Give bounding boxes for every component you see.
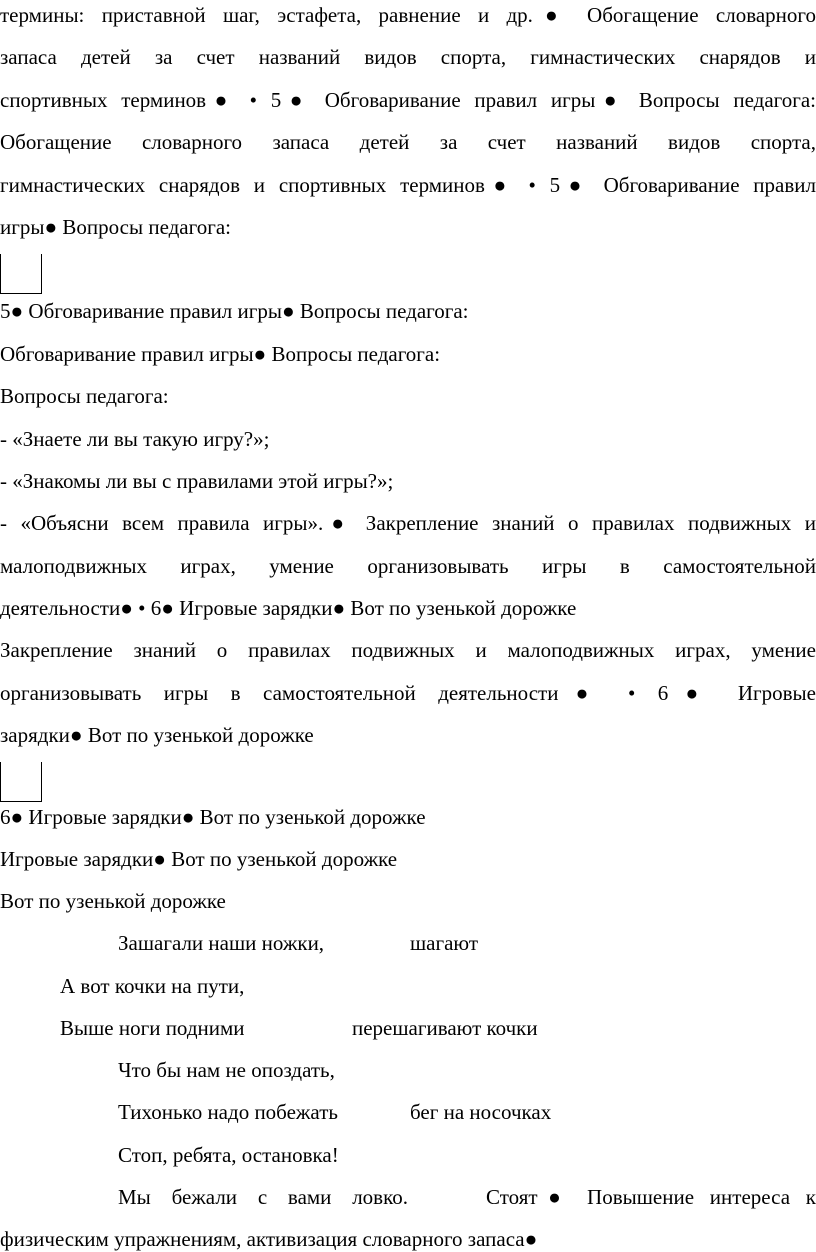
text-line: - «Знакомы ли вы с правилами этой игры?»; [0, 469, 394, 493]
poem-action: перешагивают кочки [352, 1016, 538, 1040]
text-line: организовывать игры в самостоятельной деятельности● • 6● Игровые [0, 681, 816, 705]
empty-table-cell [0, 254, 42, 294]
text-line: - «Объясни всем правила игры».● Закрепление знаний о правилах подвижных и [0, 511, 816, 535]
text-line: Обогащение словарного запаса детей за счет названий видов спорта, [0, 130, 816, 154]
text-line: - «Знаете ли вы такую игру?»; [0, 427, 270, 451]
text-line: запаса детей за счет названий видов спорта, гимнастических снарядов и [0, 45, 816, 69]
text-line: гимнастических снарядов и спортивных терминов● • 5● Обговаривание правил [0, 173, 816, 197]
text-line: зарядки● Вот по узенькой дорожке [0, 723, 314, 747]
poem-line: Тихонько надо побежать [118, 1100, 338, 1124]
text-line: Закрепление знаний о правилах подвижных и малоподвижных играх, умение [0, 638, 816, 662]
text-line: физическим упражнениям, активизация словарного запаса● [0, 1227, 538, 1251]
text-line: малоподвижных играх, умение организовывать игры в самостоятельной [0, 554, 816, 578]
text-line: Обговаривание правил игры● Вопросы педагога: [0, 342, 441, 366]
text-line: Вопросы педагога: [0, 384, 169, 408]
poem-action: шагают [410, 931, 479, 955]
text-line: игры● Вопросы педагога: [0, 215, 231, 239]
text-line: термины: приставной шаг, эстафета, равнение и др.● Обогащение словарного [0, 3, 816, 27]
poem-line: Что бы нам не опоздать, [118, 1058, 335, 1082]
text-line: 5● Обговаривание правил игры● Вопросы педагога: [0, 299, 469, 323]
poem-line: Мы бежали с вами ловко. [118, 1185, 408, 1209]
poem-line: А вот кочки на пути, [60, 974, 245, 998]
text-line: спортивных терминов● • 5● Обговаривание правил игры● Вопросы педагога: [0, 88, 816, 112]
text-line: 6● Игровые зарядки● Вот по узенькой дорожке [0, 805, 426, 829]
empty-table-cell [0, 762, 42, 802]
text-line: Вот по узенькой дорожке [0, 889, 226, 913]
poem-action: бег на носочках [410, 1100, 552, 1124]
poem-line: Зашагали наши ножки, [118, 931, 325, 955]
poem-action: Стоят● Повышение интереса к [486, 1185, 816, 1209]
poem-line: Выше ноги подними [60, 1016, 245, 1040]
text-line: Игровые зарядки● Вот по узенькой дорожке [0, 847, 398, 871]
poem-line: Стоп, ребята, остановка! [118, 1143, 339, 1167]
text-line: деятельности● • 6● Игровые зарядки● Вот по узенькой дорожке [0, 596, 577, 620]
